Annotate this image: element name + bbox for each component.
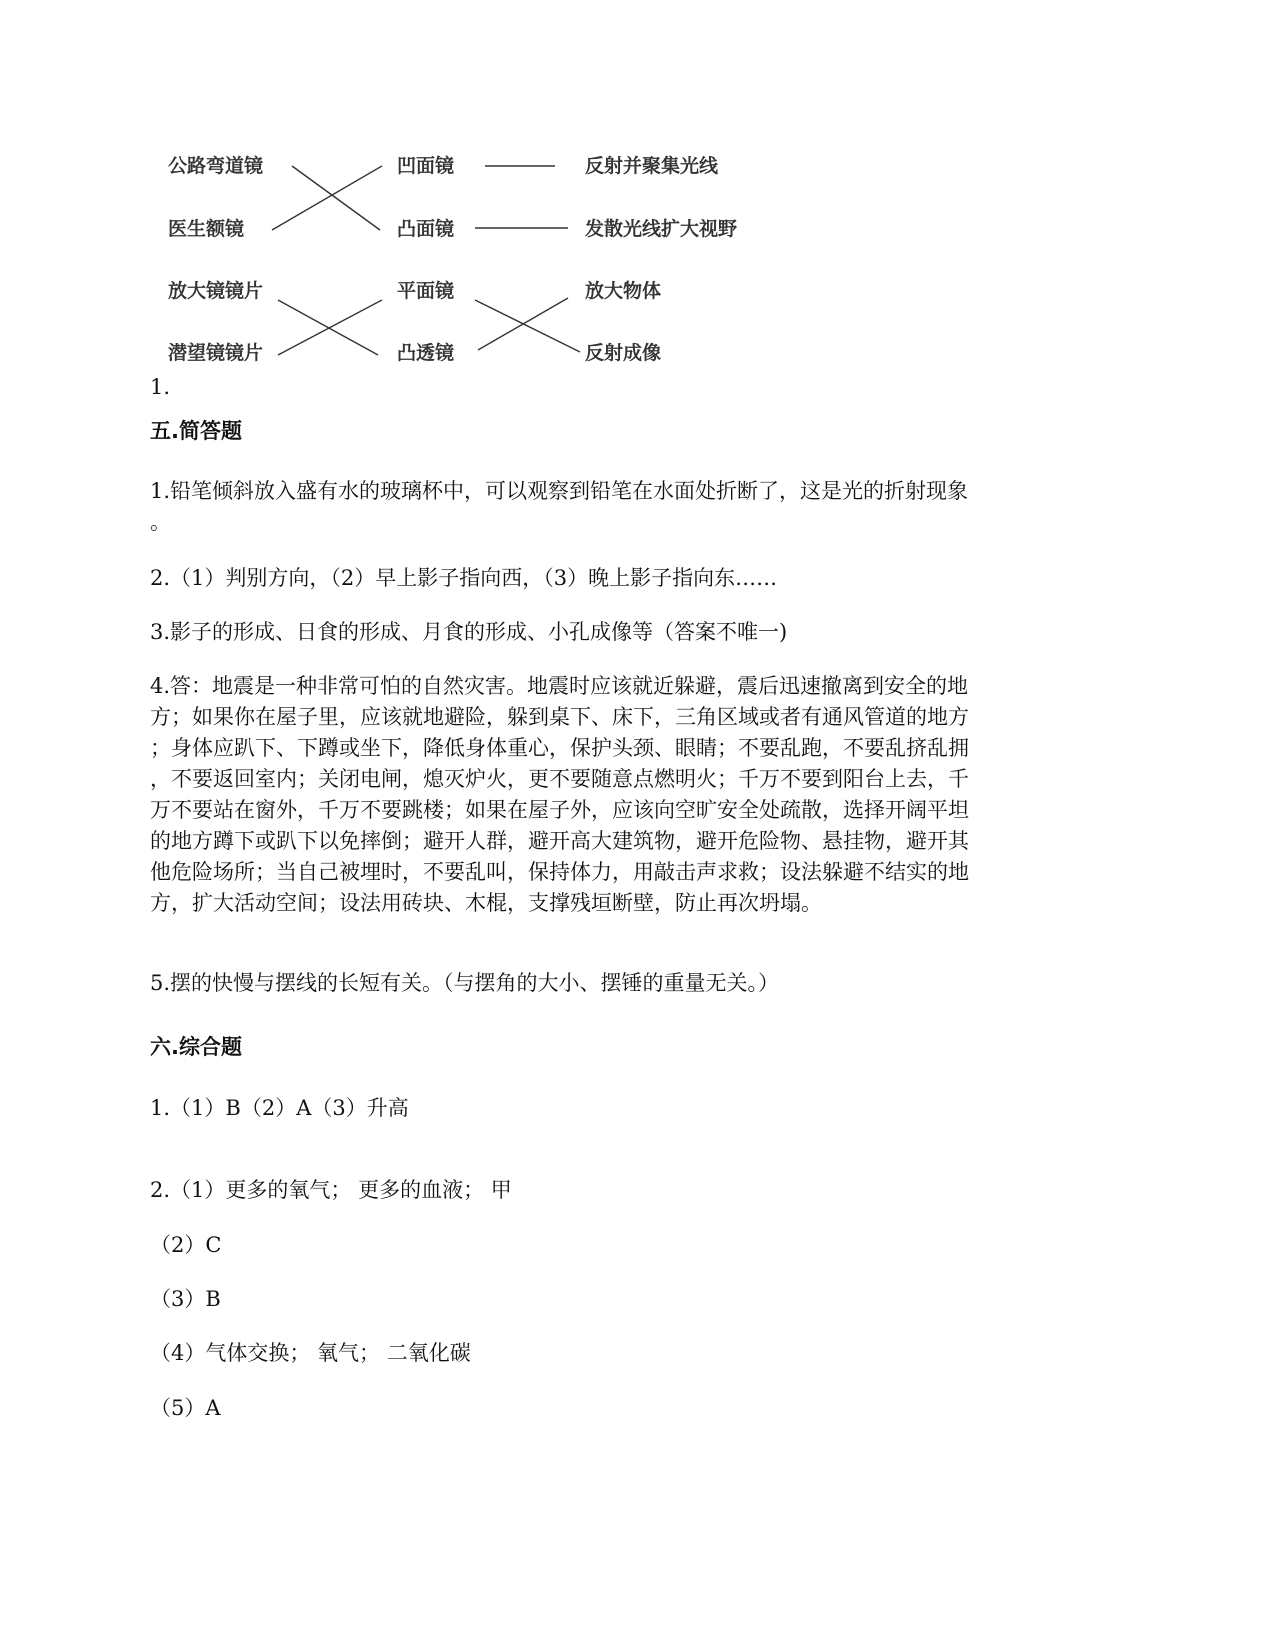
section-title-comprehensive: 六.综合题 (150, 1035, 242, 1059)
answer-5-2: 2.（1）判别方向，（2）早上影子指向西，（3）晚上影子指向东…… (150, 566, 778, 590)
answer-5-3: 3.影子的形成、日食的形成、月食的形成、小孔成像等（答案不唯一) (150, 620, 788, 644)
answer-5-5: 5.摆的快慢与摆线的长短有关。（与摆角的大小、摆锤的重量无关。） (150, 971, 780, 995)
answer-6-2-5: （5）A (150, 1396, 221, 1420)
answer-line: 。 (150, 510, 171, 534)
answer-line: ；身体应趴下、下蹲或坐下，降低身体重心，保护头颈、眼睛；不要乱跑，不要乱挤乱拥 (150, 736, 969, 760)
label-reflect-focus: 反射并聚集光线 (585, 155, 719, 177)
answer-line: 方，扩大活动空间；设法用砖块、木棍，支撑残垣断壁，防止再次坍塌。 (150, 891, 822, 915)
answer-line: 方；如果你在屋子里，应该就地避险，躲到桌下、床下，三角区域或者有通风管道的地方 (150, 705, 969, 729)
connector-line (475, 300, 580, 352)
label-diverge-widen: 发散光线扩大视野 (585, 218, 738, 240)
answer-6-2-1: 2.（1）更多的氧气； 更多的血液； 甲 (150, 1178, 512, 1202)
label-convex-lens: 凸透镜 (397, 342, 455, 364)
label-plane-mirror: 平面镜 (397, 280, 455, 302)
label-convex-mirror: 凸面镜 (397, 218, 455, 240)
answer-line: 4.答：地震是一种非常可怕的自然灾害。地震时应该就近躲避，震后迅速撤离到安全的地 (150, 674, 969, 698)
answer-6-1: 1.（1）B（2）A（3）升高 (150, 1096, 409, 1120)
answer-5-1 (150, 476, 1130, 538)
answer-6-2-4: （4）气体交换； 氧气； 二氧化碳 (150, 1341, 471, 1365)
answer-6-2-2: （2）C (150, 1233, 222, 1257)
answer-line: 的地方蹲下或趴下以免摔倒；避开人群，避开高大建筑物，避开危险物、悬挂物，避开其 (150, 829, 969, 853)
answer-line: 万不要站在窗外，千万不要跳楼；如果在屋子外，应该向空旷安全处疏散，选择开阔平坦 (150, 798, 969, 822)
matching-diagram (150, 150, 800, 390)
answer-line: ，不要返回室内；关闭电闸，熄灭炉火，更不要随意点燃明火；千万不要到阳台上去，千 (150, 767, 969, 791)
label-magnify-object: 放大物体 (585, 280, 662, 302)
question-number: 1. (150, 375, 171, 399)
label-periscope-lens: 潜望镜镜片 (168, 342, 264, 364)
label-highway-mirror: 公路弯道镜 (168, 155, 264, 177)
answer-5-4 (150, 671, 1130, 919)
answer-line: 他危险场所；当自己被埋时，不要乱叫，保持体力，用敲击声求救；设法躲避不结实的地 (150, 860, 969, 884)
label-magnifier-lens: 放大镜镜片 (168, 280, 264, 302)
label-head-mirror: 医生额镜 (168, 218, 245, 240)
label-reflect-image: 反射成像 (585, 342, 662, 364)
answer-line: 1.铅笔倾斜放入盛有水的玻璃杯中，可以观察到铅笔在水面处折断了，这是光的折射现象 (150, 479, 969, 503)
connector-line (478, 298, 568, 350)
connector-line (272, 166, 382, 230)
label-concave-mirror: 凹面镜 (397, 155, 455, 177)
answer-6-2-3: （3）B (150, 1287, 221, 1311)
section-title-short-answer: 五.简答题 (150, 419, 242, 443)
